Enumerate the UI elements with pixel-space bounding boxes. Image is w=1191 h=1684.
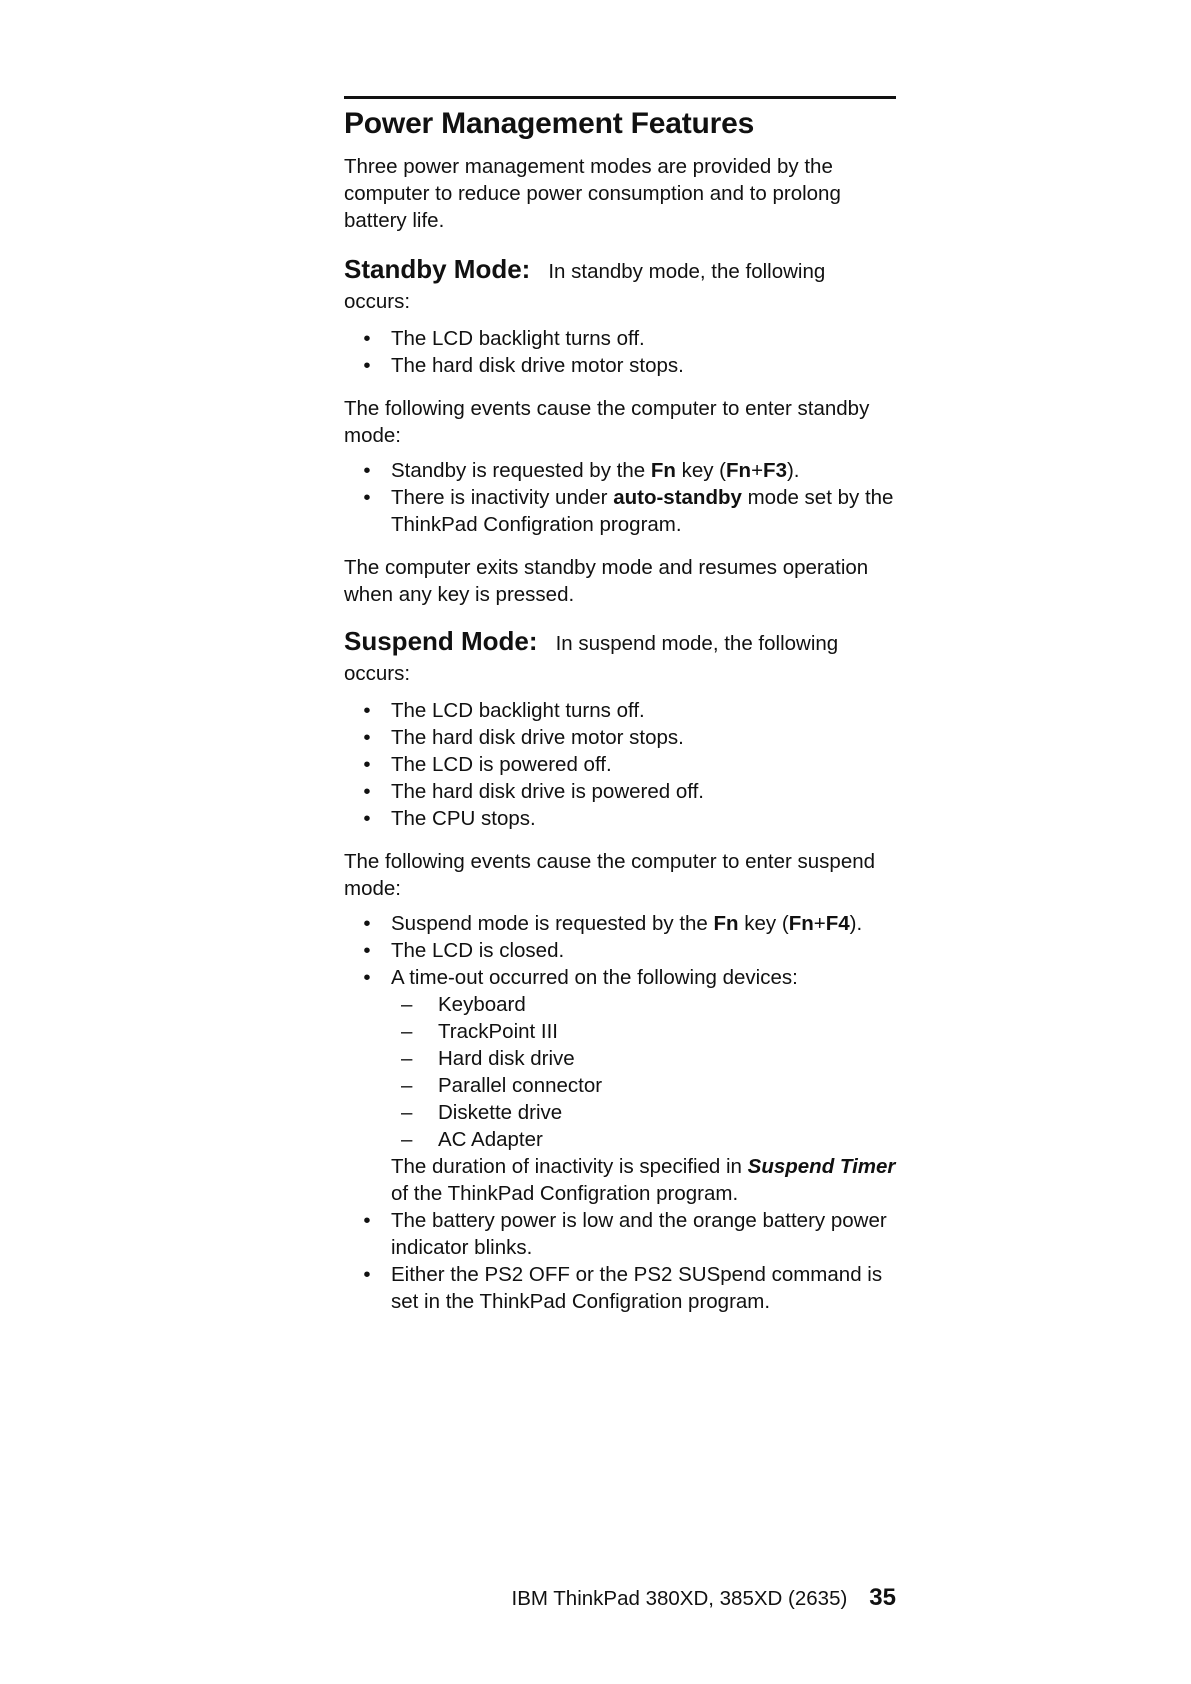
dash-icon: – [401,1074,413,1097]
standby-lead-text: In standby mode, the following occurs: [344,260,826,313]
list-item: – TrackPoint III [401,1020,558,1043]
list-item: • The hard disk drive is powered off. [344,778,896,805]
standby-section [344,254,896,608]
list-item: • The LCD is powered off. [344,751,896,778]
suspend-events-list [344,910,896,1315]
list-item: • The hard disk drive motor stops. [344,352,896,379]
bullet-icon: • [363,939,371,962]
list-item: • Suspend mode is requested by the Fn key (Fn+F4). [344,910,896,937]
dash-icon: – [401,1101,413,1124]
bullet-icon: • [363,327,371,350]
standby-exit-paragraph: The computer exits standby mode and resumes operation when any key is pressed. [344,556,869,606]
bullet-icon: • [363,966,371,989]
list-item: • The LCD backlight turns off. [344,325,896,352]
suspend-title: Suspend Mode: [344,626,538,656]
page-number: 35 [869,1584,896,1611]
heading-rule [344,96,896,99]
bullet-icon: • [363,1209,371,1232]
standby-events-list [344,457,896,538]
list-item: • There is inactivity under auto-standby mode set by the ThinkPad Configration program. [344,484,896,538]
timeout-devices-list [391,991,896,1153]
bullet-icon: • [363,753,371,776]
list-item: – Keyboard [401,993,526,1016]
list-item: • Standby is requested by the Fn key (Fn+F3). [344,457,896,484]
list-item: • The hard disk drive motor stops. [344,724,896,751]
list-item: – Parallel connector [401,1074,603,1097]
dash-icon: – [401,1020,413,1043]
standby-lead [344,254,896,317]
dash-icon: – [401,1128,413,1151]
bullet-icon: • [363,780,371,803]
suspend-occurs-list [344,697,896,832]
suspend-events-intro: The following events cause the computer to enter suspend mode: [344,850,876,900]
bullet-icon: • [363,912,371,935]
suspend-lead [344,626,896,689]
document-page [344,96,896,1331]
list-item: – Hard disk drive [401,1047,575,1070]
standby-occurs-list [344,325,896,379]
list-item: – AC Adapter [401,1128,543,1151]
dash-icon: – [401,1047,413,1070]
bullet-icon: • [363,486,371,509]
list-item: • Either the PS2 OFF or the PS2 SUSpend command is set in the ThinkPad Configration program. [344,1261,896,1315]
page-footer [344,1584,896,1613]
bullet-icon: • [363,1263,371,1286]
suspend-lead-text: In suspend mode, the following occurs: [344,632,839,685]
suspend-section [344,626,896,1315]
standby-events-intro: The following events cause the computer to enter standby mode: [344,397,870,447]
list-item: – Diskette drive [401,1101,563,1124]
bullet-icon: • [363,699,371,722]
list-item: • The LCD backlight turns off. [344,697,896,724]
list-item: • A time-out occurred on the following devices: – Keyboard – TrackPoint III – Hard disk drive – Parallel connector – Diskette drive – AC Adapter The duration of inactivity is specified in Suspend Timer of the ThinkPad Configration program. [344,964,896,1207]
bullet-icon: • [363,726,371,749]
suspend-duration-note: The duration of inactivity is specified in Suspend Timer of the ThinkPad Configration program. [391,1155,896,1205]
list-item: • The CPU stops. [344,805,896,832]
list-item: • The battery power is low and the orange battery power indicator blinks. [344,1207,896,1261]
page-title: Power Management Features [344,107,755,140]
bullet-icon: • [363,807,371,830]
bullet-icon: • [363,354,371,377]
footer-text: IBM ThinkPad 380XD, 385XD (2635) [511,1587,848,1610]
intro-paragraph: Three power management modes are provided by the computer to reduce power consumption and to prolong battery life. [344,155,841,232]
dash-icon: – [401,993,413,1016]
list-item: • The LCD is closed. [344,937,896,964]
standby-title: Standby Mode: [344,254,531,284]
bullet-icon: • [363,459,371,482]
